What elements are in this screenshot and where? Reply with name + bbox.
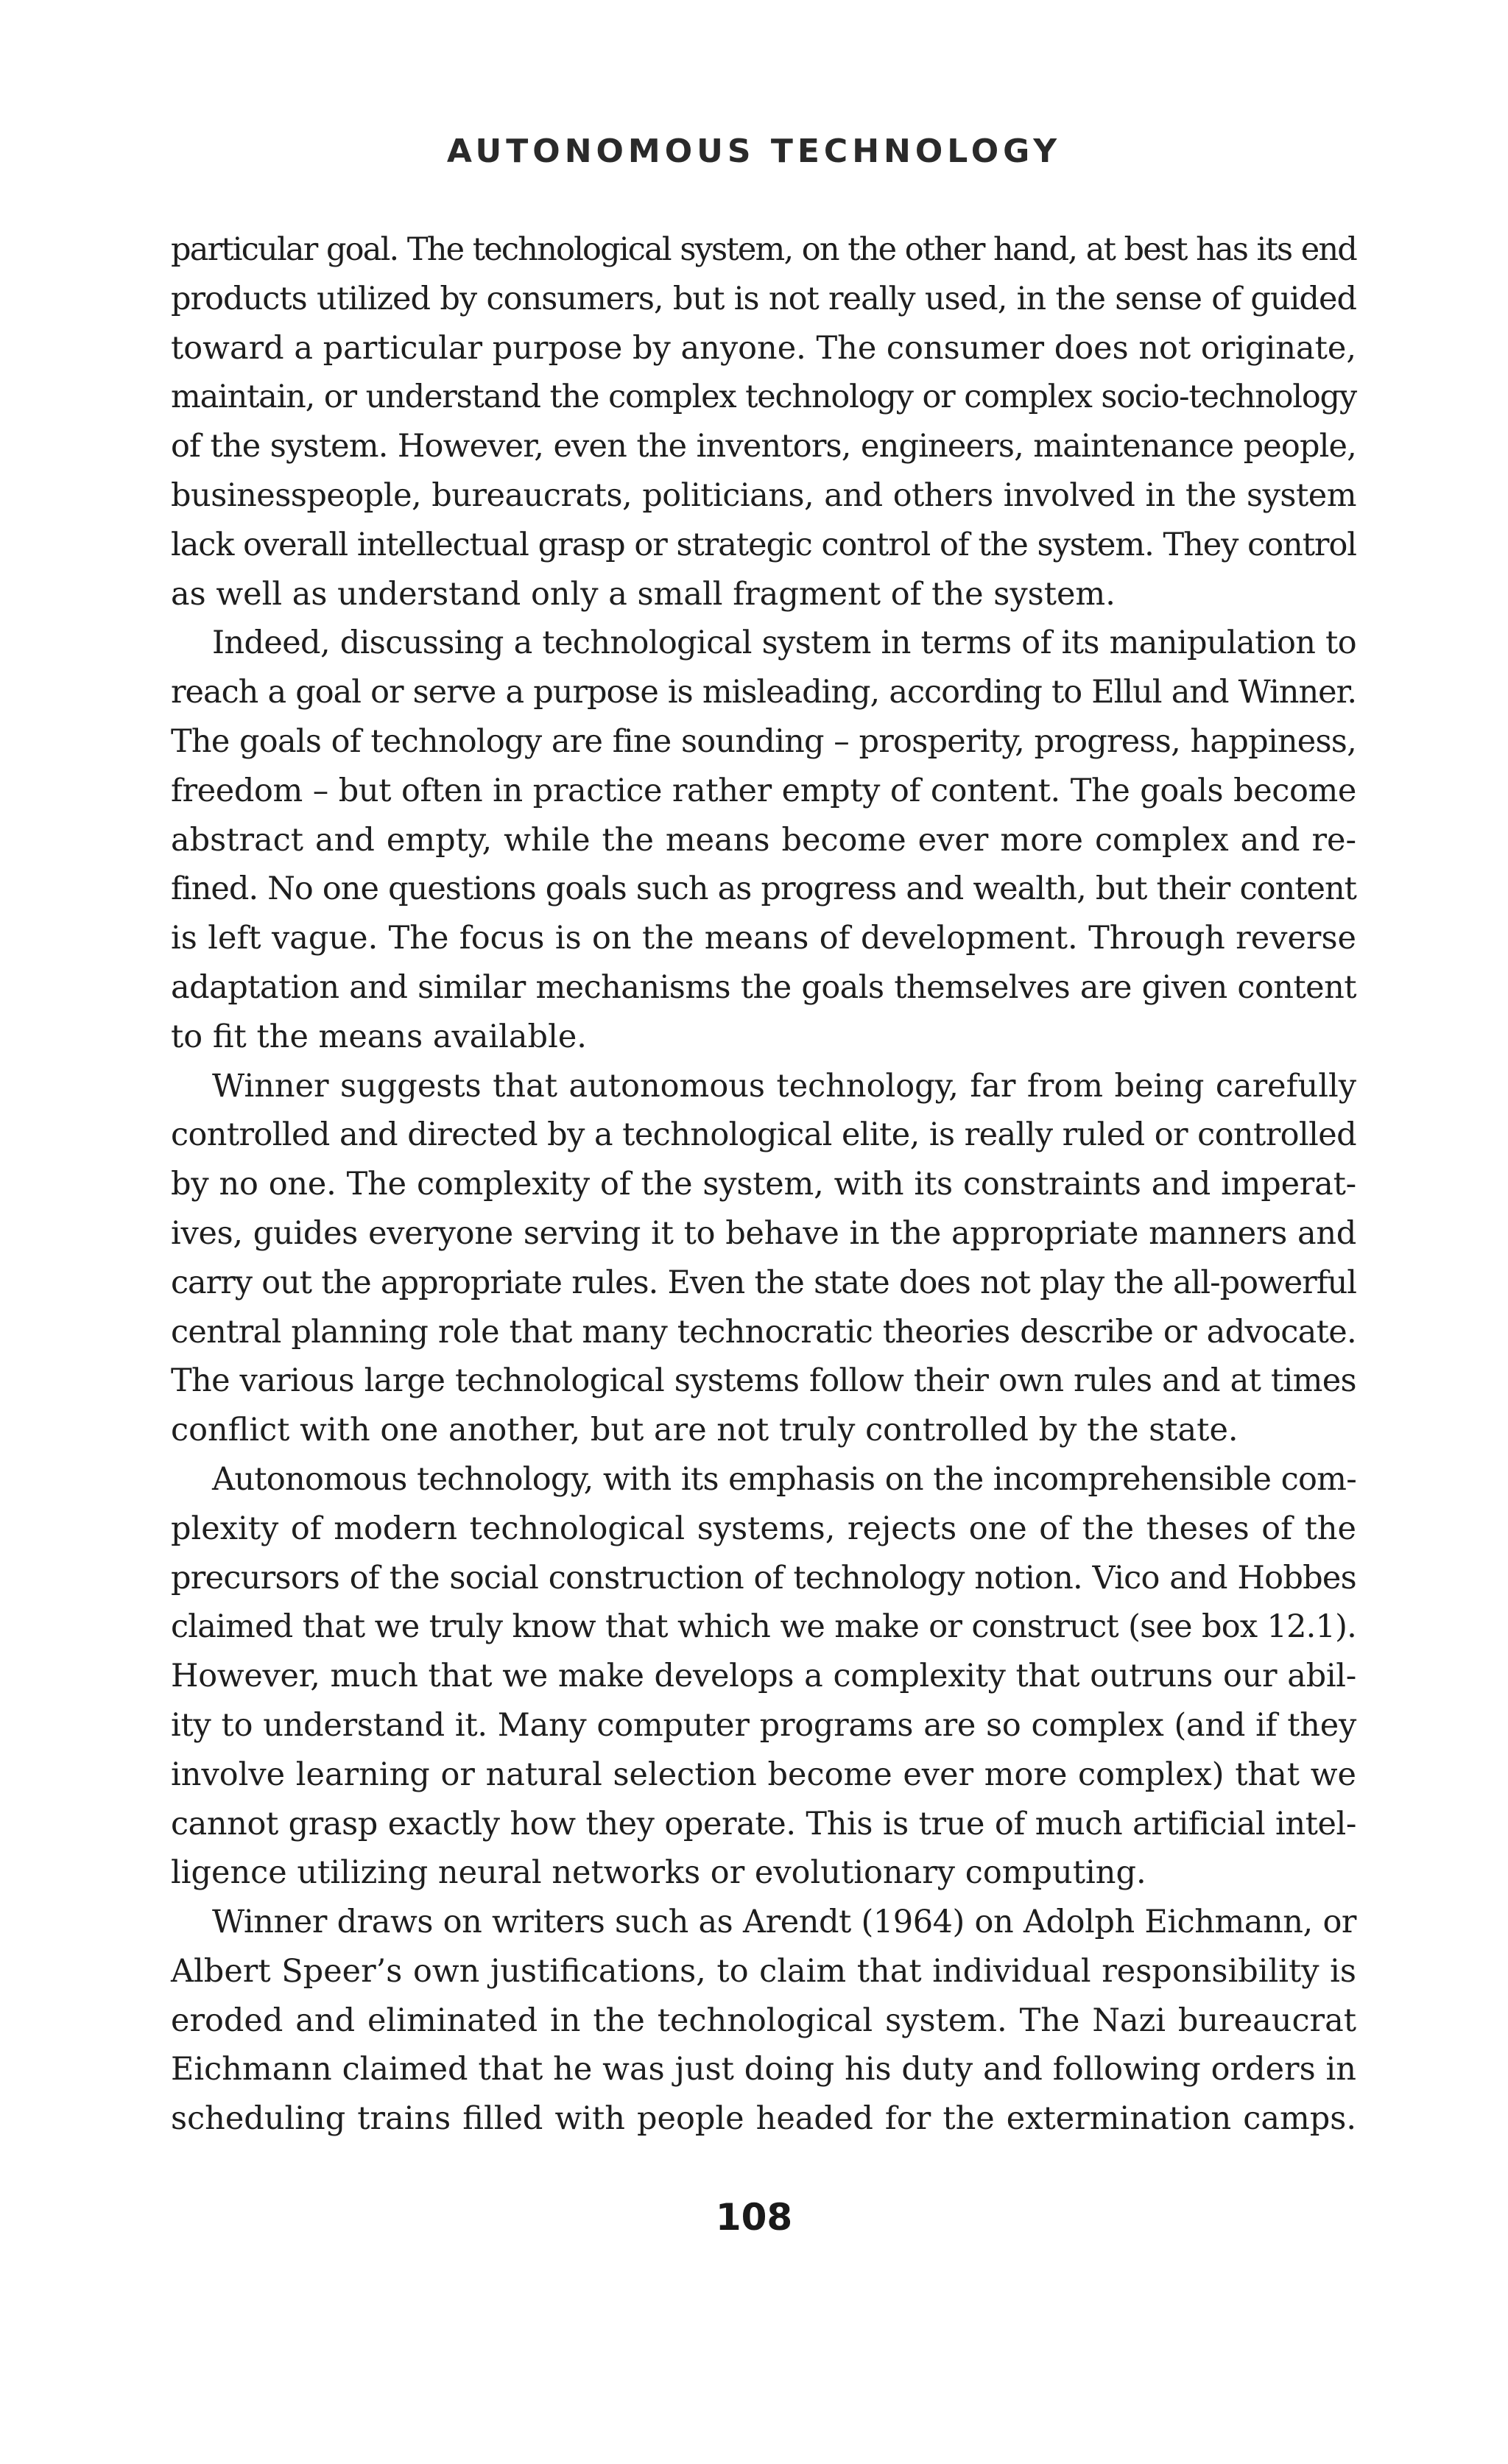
text-line: by no one. The complexity of the system, with its constraints and imperat- [171, 1166, 1356, 1203]
running-head: AUTONOMOUS TECHNOLOGY [446, 133, 1062, 170]
text-line: carry out the appropriate rules. Even the state does not play the all-powerful [171, 1264, 1356, 1301]
text-line: cannot grasp exactly how they operate. This is true of much artificial intel- [171, 1805, 1356, 1842]
text-line: to fit the means available. [171, 1018, 587, 1055]
paragraph [171, 619, 1356, 1061]
text-line: Winner suggests that autonomous technology, far from being carefully [212, 1067, 1356, 1105]
text-line: particular goal. The technological system, on the other hand, at best has its end [171, 231, 1356, 268]
text-line: Winner draws on writers such as Arendt (1964) on Adolph Eichmann, or [212, 1904, 1356, 1941]
text-line: eroded and eliminated in the technological system. The Nazi bureaucrat [171, 2002, 1356, 2039]
text-line: involve learning or natural selection become ever more complex) that we [171, 1756, 1356, 1793]
text-line: abstract and empty, while the means become ever more complex and re- [171, 821, 1356, 859]
text-line: Albert Speer’s own justifications, to claim that individual responsibility is [171, 1952, 1356, 1990]
paragraph [171, 1455, 1356, 1898]
text-line: freedom – but often in practice rather empty of content. The goals become [171, 772, 1356, 809]
text-line: of the system. However, even the inventors, engineers, maintenance people, [171, 428, 1356, 465]
text-line: The goals of technology are fine sounding – prosperity, progress, happiness, [171, 722, 1356, 760]
text-line: precursors of the social construction of technology notion. Vico and Hobbes [171, 1559, 1356, 1597]
text-line: central planning role that many technocratic theories describe or advocate. [171, 1313, 1356, 1351]
text-line: ity to understand it. Many computer programs are so complex (and if they [171, 1706, 1356, 1744]
text-line: The various large technological systems follow their own rules and at times [171, 1362, 1356, 1400]
text-line: ives, guides everyone serving it to behave in the appropriate manners and [171, 1214, 1356, 1252]
body-text [171, 225, 1356, 2144]
text-line: controlled and directed by a technological elite, is really ruled or controlled [171, 1116, 1356, 1154]
text-line: claimed that we truly know that which we make or construct (see box 12.1). [171, 1608, 1356, 1646]
text-line: Autonomous technology, with its emphasis on the incomprehensible com- [212, 1460, 1356, 1498]
text-line: reach a goal or serve a purpose is misleading, according to Ellul and Winner. [171, 674, 1356, 711]
page-number: 108 [715, 2196, 793, 2239]
text-line: plexity of modern technological systems, rejects one of the theses of the [171, 1510, 1356, 1547]
text-line: However, much that we make develops a complexity that outruns our abil- [171, 1658, 1356, 1695]
text-line: is left vague. The focus is on the means of development. Through reverse [171, 920, 1356, 957]
paragraph [171, 225, 1356, 619]
text-line: lack overall intellectual grasp or strategic control of the system. They control [171, 526, 1356, 563]
text-line: toward a particular purpose by anyone. The consumer does not originate, [171, 329, 1356, 367]
text-line: businesspeople, bureaucrats, politicians, and others involved in the system [171, 476, 1356, 514]
text-line: ligence utilizing neural networks or evolutionary computing. [171, 1854, 1146, 1892]
text-line: fined. No one questions goals such as progress and wealth, but their content [171, 870, 1356, 908]
text-line: maintain, or understand the complex technology or complex socio-technology [171, 379, 1356, 416]
text-line: scheduling trains filled with people headed for the extermination camps. [171, 2100, 1356, 2138]
paragraph [171, 1898, 1356, 2144]
text-line: Eichmann claimed that he was just doing his duty and following orders in [171, 2051, 1356, 2088]
paragraph [171, 1062, 1356, 1455]
text-line: Indeed, discussing a technological system in terms of its manipulation to [212, 624, 1356, 662]
text-line: conflict with one another, but are not truly controlled by the state. [171, 1412, 1239, 1449]
text-line: as well as understand only a small fragment of the system. [171, 575, 1116, 613]
text-line: products utilized by consumers, but is not really used, in the sense of guided [171, 280, 1356, 317]
text-line: adaptation and similar mechanisms the goals themselves are given content [171, 968, 1356, 1006]
